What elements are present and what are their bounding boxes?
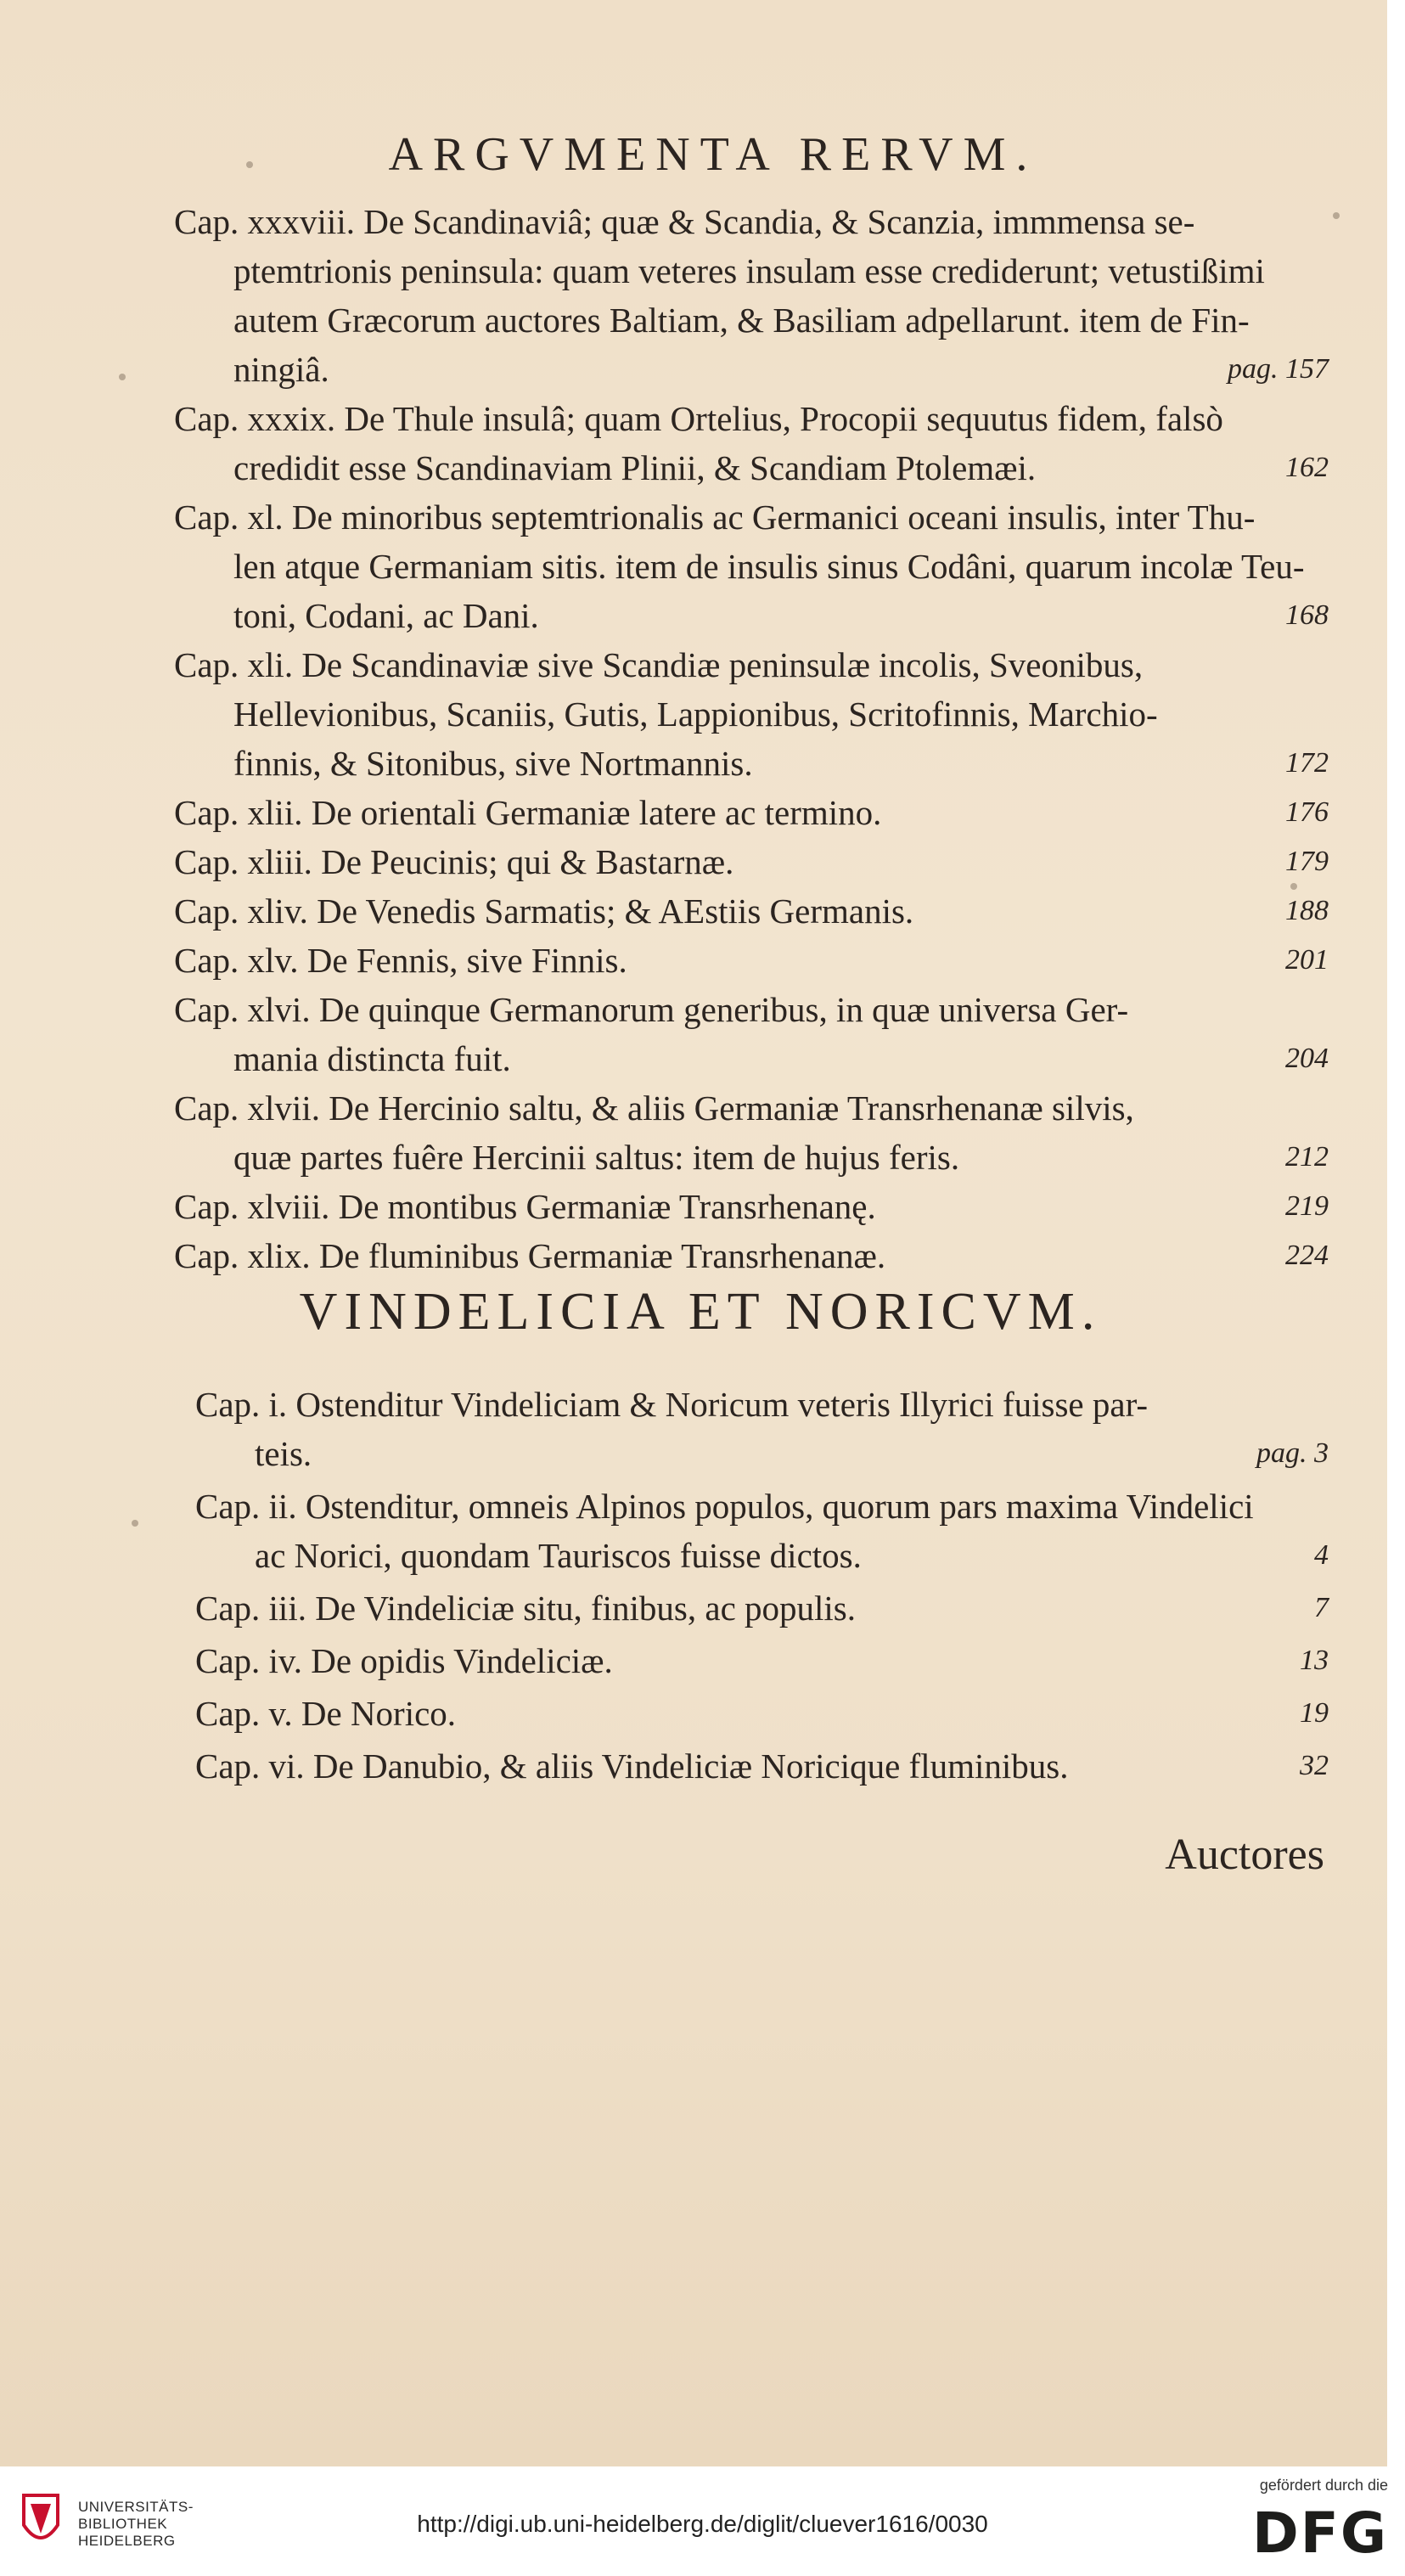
page-number: 4 — [1314, 1539, 1329, 1571]
entry-line: Cap. xl. De minoribus septemtrionalis ac Germanici oceani insulis, inter Thu- — [174, 498, 1256, 537]
page-number: pag. 157 — [1228, 353, 1329, 385]
contents-entry — [195, 1636, 1329, 1685]
contents-entry — [174, 640, 1329, 788]
entry-line: Hellevionibus, Scaniis, Gutis, Lappionibus, Scritofinnis, Marchio- — [233, 695, 1158, 734]
source-url-link[interactable]: http://digi.ub.uni-heidelberg.de/diglit/cluever1616/0030 — [417, 2511, 988, 2537]
entry-line: Cap. xli. De Scandinaviæ sive Scandiæ peninsulæ incolis, Sveonibus, — [174, 645, 1144, 684]
page-number: 162 — [1285, 452, 1329, 483]
section-heading-vindelicia: VINDELICIA ET NORICVM. — [299, 1283, 1102, 1341]
contents-entry — [174, 886, 1329, 936]
entry-line: finnis, & Sitonibus, sive Nortmannis. — [233, 744, 753, 783]
page-number: 204 — [1285, 1043, 1329, 1074]
entry-line: Cap. iv. De opidis Vindeliciæ. — [195, 1641, 613, 1680]
entry-line: Cap. xlviii. De montibus Germaniæ Transrhenanę. — [174, 1187, 876, 1226]
entry-line: Cap. xlv. De Fennis, sive Finnis. — [174, 941, 627, 980]
entry-line: autem Græcorum auctores Baltiam, & Basiliam adpellarunt. item de Fin- — [233, 301, 1250, 340]
contents-entry — [174, 837, 1329, 886]
contents-entry — [174, 197, 1329, 394]
contents-entry — [174, 394, 1329, 492]
entry-line: mania distincta fuit. — [233, 1039, 511, 1078]
entry-line: Cap. xlii. De orientali Germaniæ latere ac termino. — [174, 793, 882, 832]
contents-entry — [195, 1583, 1329, 1633]
entry-line: Cap. xlix. De fluminibus Germaniæ Transrhenanæ. — [174, 1236, 886, 1275]
catchword: Auctores — [1165, 1831, 1324, 1879]
entry-line: Cap. i. Ostenditur Vindeliciam & Noricum veteris Illyrici fuisse par- — [195, 1385, 1149, 1424]
contents-entry — [174, 1231, 1329, 1280]
entry-line: len atque Germaniam sitis. item de insulis sinus Codâni, quarum incolæ Teu- — [233, 547, 1305, 586]
contents-entry — [195, 1380, 1329, 1478]
page-number: 188 — [1285, 895, 1329, 926]
contents-entry — [174, 1083, 1329, 1182]
page-number: 201 — [1285, 944, 1329, 976]
page-number: 168 — [1285, 599, 1329, 631]
entry-line: quæ partes fuêre Hercinii saltus: item de hujus feris. — [233, 1138, 960, 1177]
page-number: 179 — [1285, 846, 1329, 877]
entry-line: Cap. v. De Norico. — [195, 1694, 457, 1733]
entry-line: Cap. xliv. De Venedis Sarmatis; & AEstiis Germanis. — [174, 891, 914, 931]
contents-entry — [174, 492, 1329, 640]
entry-line: ningiâ. — [233, 350, 329, 389]
dfg-logo: DFG — [1251, 2500, 1388, 2566]
entry-line: credidit esse Scandinaviam Plinii, & Scandiam Ptolemæi. — [233, 448, 1037, 487]
ink-spot — [132, 1520, 138, 1527]
entry-line: Cap. xlvi. De quinque Germanorum generibus, in quæ universa Ger- — [174, 990, 1129, 1029]
entry-line: teis. — [255, 1434, 312, 1473]
page-number: 19 — [1300, 1697, 1329, 1729]
entry-line: Cap. xliii. De Peucinis; qui & Bastarnæ. — [174, 842, 734, 881]
page-number: 172 — [1285, 747, 1329, 779]
page-number: pag. 3 — [1256, 1437, 1329, 1469]
ink-spot — [119, 374, 126, 380]
page-number: 32 — [1300, 1750, 1329, 1781]
page-number: 7 — [1314, 1592, 1329, 1623]
page-number: 212 — [1285, 1141, 1329, 1173]
entry-line: Cap. ii. Ostenditur, omneis Alpinos populos, quorum pars maxima Vindelici — [195, 1487, 1254, 1526]
page-number: 219 — [1285, 1190, 1329, 1222]
entry-line: Cap. xxxix. De Thule insulâ; quam Ortelius, Procopii sequutus fidem, falsò — [174, 399, 1223, 438]
entry-line: Cap. iii. De Vindeliciæ situ, finibus, ac populis. — [195, 1589, 856, 1628]
section-heading-argumenta: ARGVMENTA RERVM. — [388, 128, 1038, 181]
institution-line: BIBLIOTHEK — [78, 2516, 168, 2532]
contents-entry — [174, 788, 1329, 837]
contents-entry — [174, 1182, 1329, 1231]
entry-line: ptemtrionis peninsula: quam veteres insulam esse crediderunt; vetustißimi — [233, 251, 1265, 290]
ink-spot — [1333, 212, 1340, 219]
contents-entry — [174, 936, 1329, 985]
entry-line: Cap. xxxviii. De Scandinaviâ; quæ & Scandia, & Scanzia, immmensa se- — [174, 202, 1195, 241]
page-number: 176 — [1285, 796, 1329, 828]
contents-entry — [195, 1741, 1329, 1791]
contents-entry — [195, 1482, 1329, 1580]
page-number: 13 — [1300, 1645, 1329, 1676]
contents-entry — [195, 1689, 1329, 1738]
entry-line: Cap. xlvii. De Hercinio saltu, & aliis Germaniæ Transrhenanæ silvis, — [174, 1088, 1134, 1128]
entry-line: Cap. vi. De Danubio, & aliis Vindeliciæ Noricique fluminibus. — [195, 1746, 1069, 1786]
institution-line: UNIVERSITÄTS- — [78, 2499, 194, 2515]
institution-line: HEIDELBERG — [78, 2533, 176, 2549]
page-footer — [0, 2466, 1405, 2576]
funded-by-label: gefördert durch die — [1259, 2477, 1388, 2494]
page-number: 224 — [1285, 1240, 1329, 1271]
contents-entry — [174, 985, 1329, 1083]
entry-line: toni, Codani, ac Dani. — [233, 596, 539, 635]
entry-line: ac Norici, quondam Tauriscos fuisse dictos. — [255, 1536, 862, 1575]
